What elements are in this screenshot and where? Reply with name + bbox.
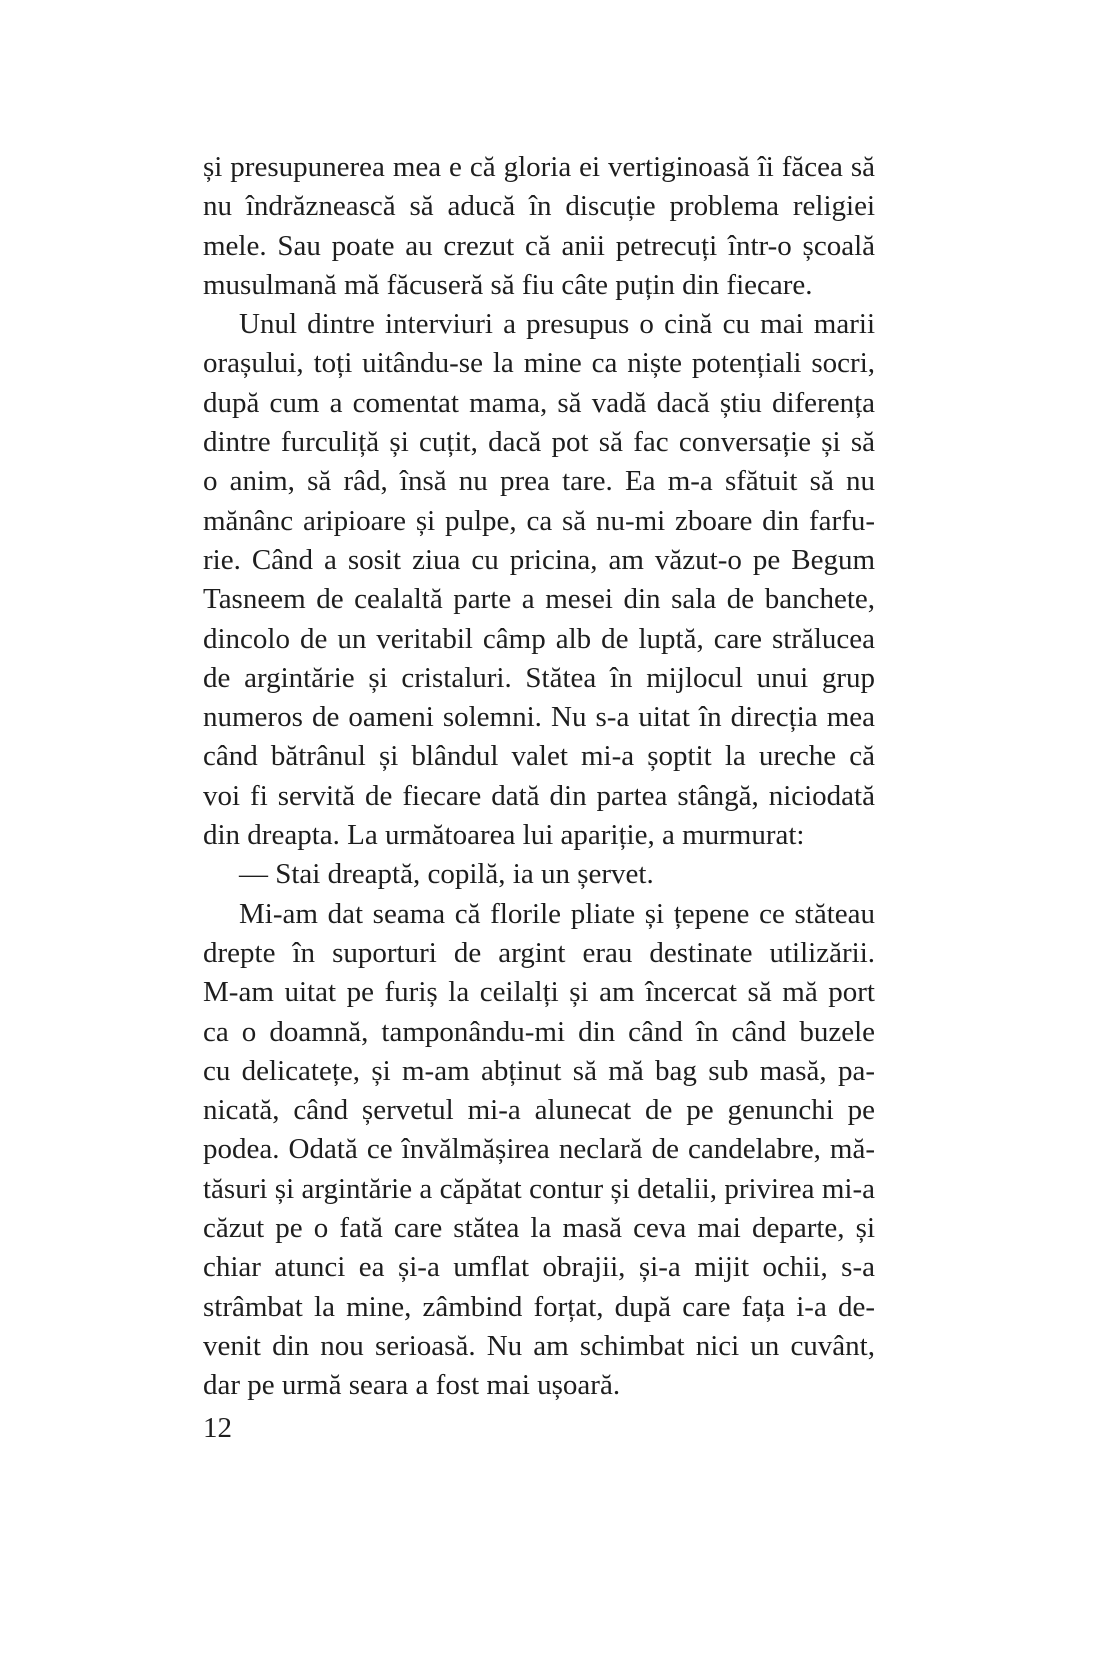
text-line: numeros de oameni solemni. Nu s-a uitat în direcția mea [203, 701, 875, 734]
page-body [203, 148, 875, 1406]
text-line: musulmană mă făcuseră să fiu câte puțin din fiecare. [203, 268, 813, 301]
text-line: strâmbat la mine, zâmbind forțat, după care fața i-a de- [203, 1290, 875, 1323]
text-line: și presupunerea mea e că gloria ei vertiginoasă îi făcea să [203, 151, 875, 183]
text-line: tăsuri și argintărie a căpătat contur și detalii, privirea mi-a [203, 1172, 875, 1205]
text-line: o anim, să râd, însă nu prea tare. Ea m-a sfătuit să nu [203, 465, 875, 498]
text-line: nu îndrăznească să aducă în discuție problema religiei [203, 190, 875, 223]
text-line: ca o doamnă, tamponându-mi din când în când buzele [203, 1015, 875, 1048]
text-line: podea. Odată ce învălmășirea neclară de candelabre, mă- [203, 1133, 875, 1166]
text-line: mănânc aripioare și pulpe, ca să nu-mi zboare din farfu- [203, 504, 875, 537]
text-line: dintre furculiță și cuțit, dacă pot să fac conversație și să [203, 426, 875, 459]
text-line: Mi-am dat seama că florile pliate și țepene ce stăteau [239, 897, 875, 930]
text-line: din dreapta. La următoarea lui apariție, a murmurat: [203, 819, 805, 852]
text-line: M-am uitat pe furiș la ceilalți și am încercat să mă port [203, 976, 875, 1009]
text-line: — Stai dreaptă, copilă, ia un șervet. [239, 858, 654, 891]
text-line: venit din nou serioasă. Nu am schimbat nici un cuvânt, [203, 1329, 875, 1362]
text-line: de argintărie și cristaluri. Stătea în mijlocul unui grup [203, 661, 875, 694]
text-line: după cum a comentat mama, să vadă dacă știu diferența [203, 386, 875, 419]
text-line: Unul dintre interviuri a presupus o cină cu mai marii [239, 308, 875, 341]
page-number: 12 [203, 1412, 232, 1444]
text-line: când bătrânul și blândul valet mi-a șoptit la ureche că [203, 740, 875, 773]
text-line: voi fi servită de fiecare dată din partea stângă, niciodată [203, 779, 875, 812]
text-line: cu delicatețe, și m-am abținut să mă bag sub masă, pa- [203, 1054, 875, 1087]
text-line: Tasneem de cealaltă parte a mesei din sala de banchete, [203, 583, 875, 616]
text-line: orașului, toți uitându-se la mine ca niște potențiali socri, [203, 347, 875, 380]
text-line: drepte în suporturi de argint erau destinate utilizării. [203, 936, 875, 969]
text-line: dar pe urmă seara a fost mai ușoară. [203, 1369, 621, 1402]
text-line: nicată, când șervetul mi-a alunecat de pe genunchi pe [203, 1094, 875, 1127]
text-line: căzut pe o fată care stătea la masă ceva mai departe, și [203, 1212, 875, 1245]
text-line: dincolo de un veritabil câmp alb de luptă, care strălucea [203, 622, 875, 655]
text-line: chiar atunci ea și-a umflat obrajii, și-a mijit ochii, s-a [203, 1251, 875, 1284]
text-line: rie. Când a sosit ziua cu pricina, am văzut-o pe Begum [203, 543, 875, 576]
text-line: mele. Sau poate au crezut că anii petrecuți într-o școală [203, 229, 875, 262]
